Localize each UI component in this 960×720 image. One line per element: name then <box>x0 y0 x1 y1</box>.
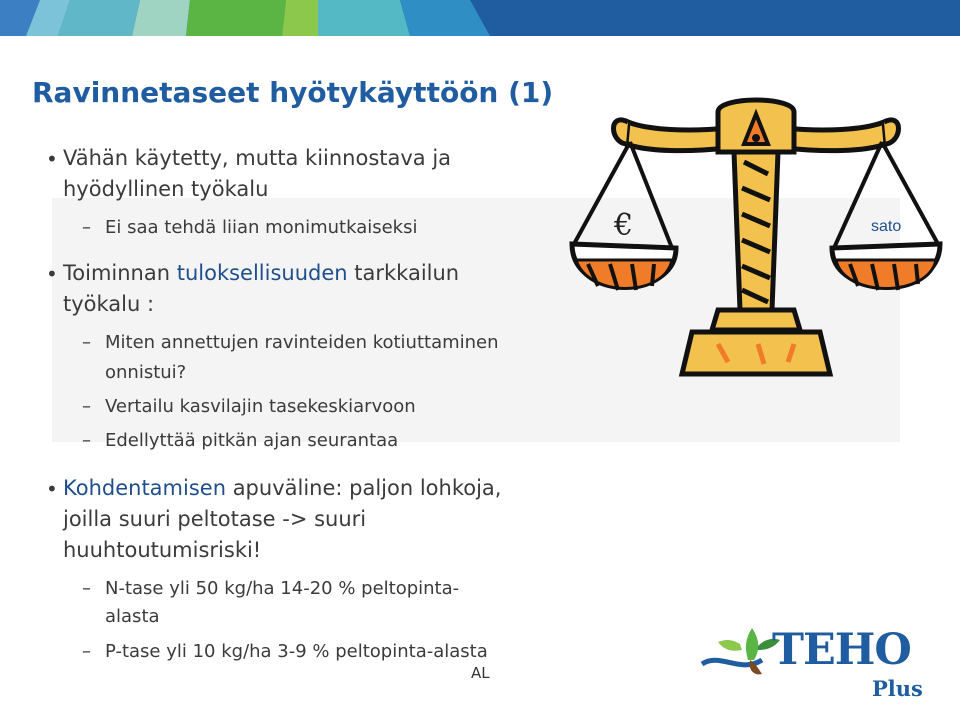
bullet-2-sub-2: Vertailu kasvilajin tasekeskiarvoon <box>105 396 416 417</box>
bullet-marker: • <box>46 477 58 501</box>
bullet-2-line-1 <box>63 261 459 285</box>
sub-bullet-dash: – <box>82 430 91 451</box>
bullet-3-sub-1-line-1: N-tase yli 50 kg/ha 14-20 % peltopinta- <box>105 578 460 599</box>
bullet-3-line-2: joilla suuri peltotase -> suuri <box>63 507 367 531</box>
bullet-2-emphasis: tuloksellisuuden <box>176 261 348 285</box>
logo-suffix: Plus <box>872 676 923 701</box>
bullet-marker: • <box>46 147 58 171</box>
sub-bullet-dash: – <box>82 641 91 662</box>
sub-bullet-dash: – <box>82 217 91 238</box>
bullet-1-line-2: hyödyllinen työkalu <box>63 177 269 201</box>
slide-title: Ravinnetaseet hyötykäyttöön (1) <box>32 76 554 109</box>
sub-bullet-dash: – <box>82 578 91 599</box>
sub-bullet-dash: – <box>82 396 91 417</box>
bullet-3-sub-2: P-tase yli 10 kg/ha 3-9 % peltopinta-alasta <box>105 641 488 662</box>
bullet-3-sub-1-line-2: alasta <box>105 606 160 627</box>
bullet-2-sub-1-line-1: Miten annettujen ravinteiden kotiuttaminen <box>105 332 499 353</box>
euro-label: € <box>614 208 634 243</box>
yield-label: sato <box>871 218 902 235</box>
author-initials: AL <box>471 664 490 682</box>
bullet-1-sub-1: Ei saa tehdä liian monimutkaiseksi <box>105 217 418 238</box>
bullet-marker: • <box>46 262 58 286</box>
bullet-2-sub-1-line-2: onnistui? <box>105 362 187 383</box>
logo-wordmark: TEHO <box>772 625 911 675</box>
bullet-2-line-2: työkalu : <box>63 292 155 316</box>
bullet-3-emphasis: Kohdentamisen <box>63 476 227 500</box>
bullet-3-text-post: apuväline: paljon lohkoja, <box>226 476 502 500</box>
bullet-1-line-1: Vähän käytetty, mutta kiinnostava ja <box>63 146 452 170</box>
sub-bullet-dash: – <box>82 332 91 353</box>
bullet-3-line-3: huuhtoutumisriski! <box>63 538 262 562</box>
bullet-2-sub-3: Edellyttää pitkän ajan seurantaa <box>105 430 399 451</box>
bullet-2-text-pre: Toiminnan <box>63 261 177 285</box>
bullet-3-line-1 <box>63 476 501 500</box>
bullet-2-text-post: tarkkailun <box>347 261 460 285</box>
